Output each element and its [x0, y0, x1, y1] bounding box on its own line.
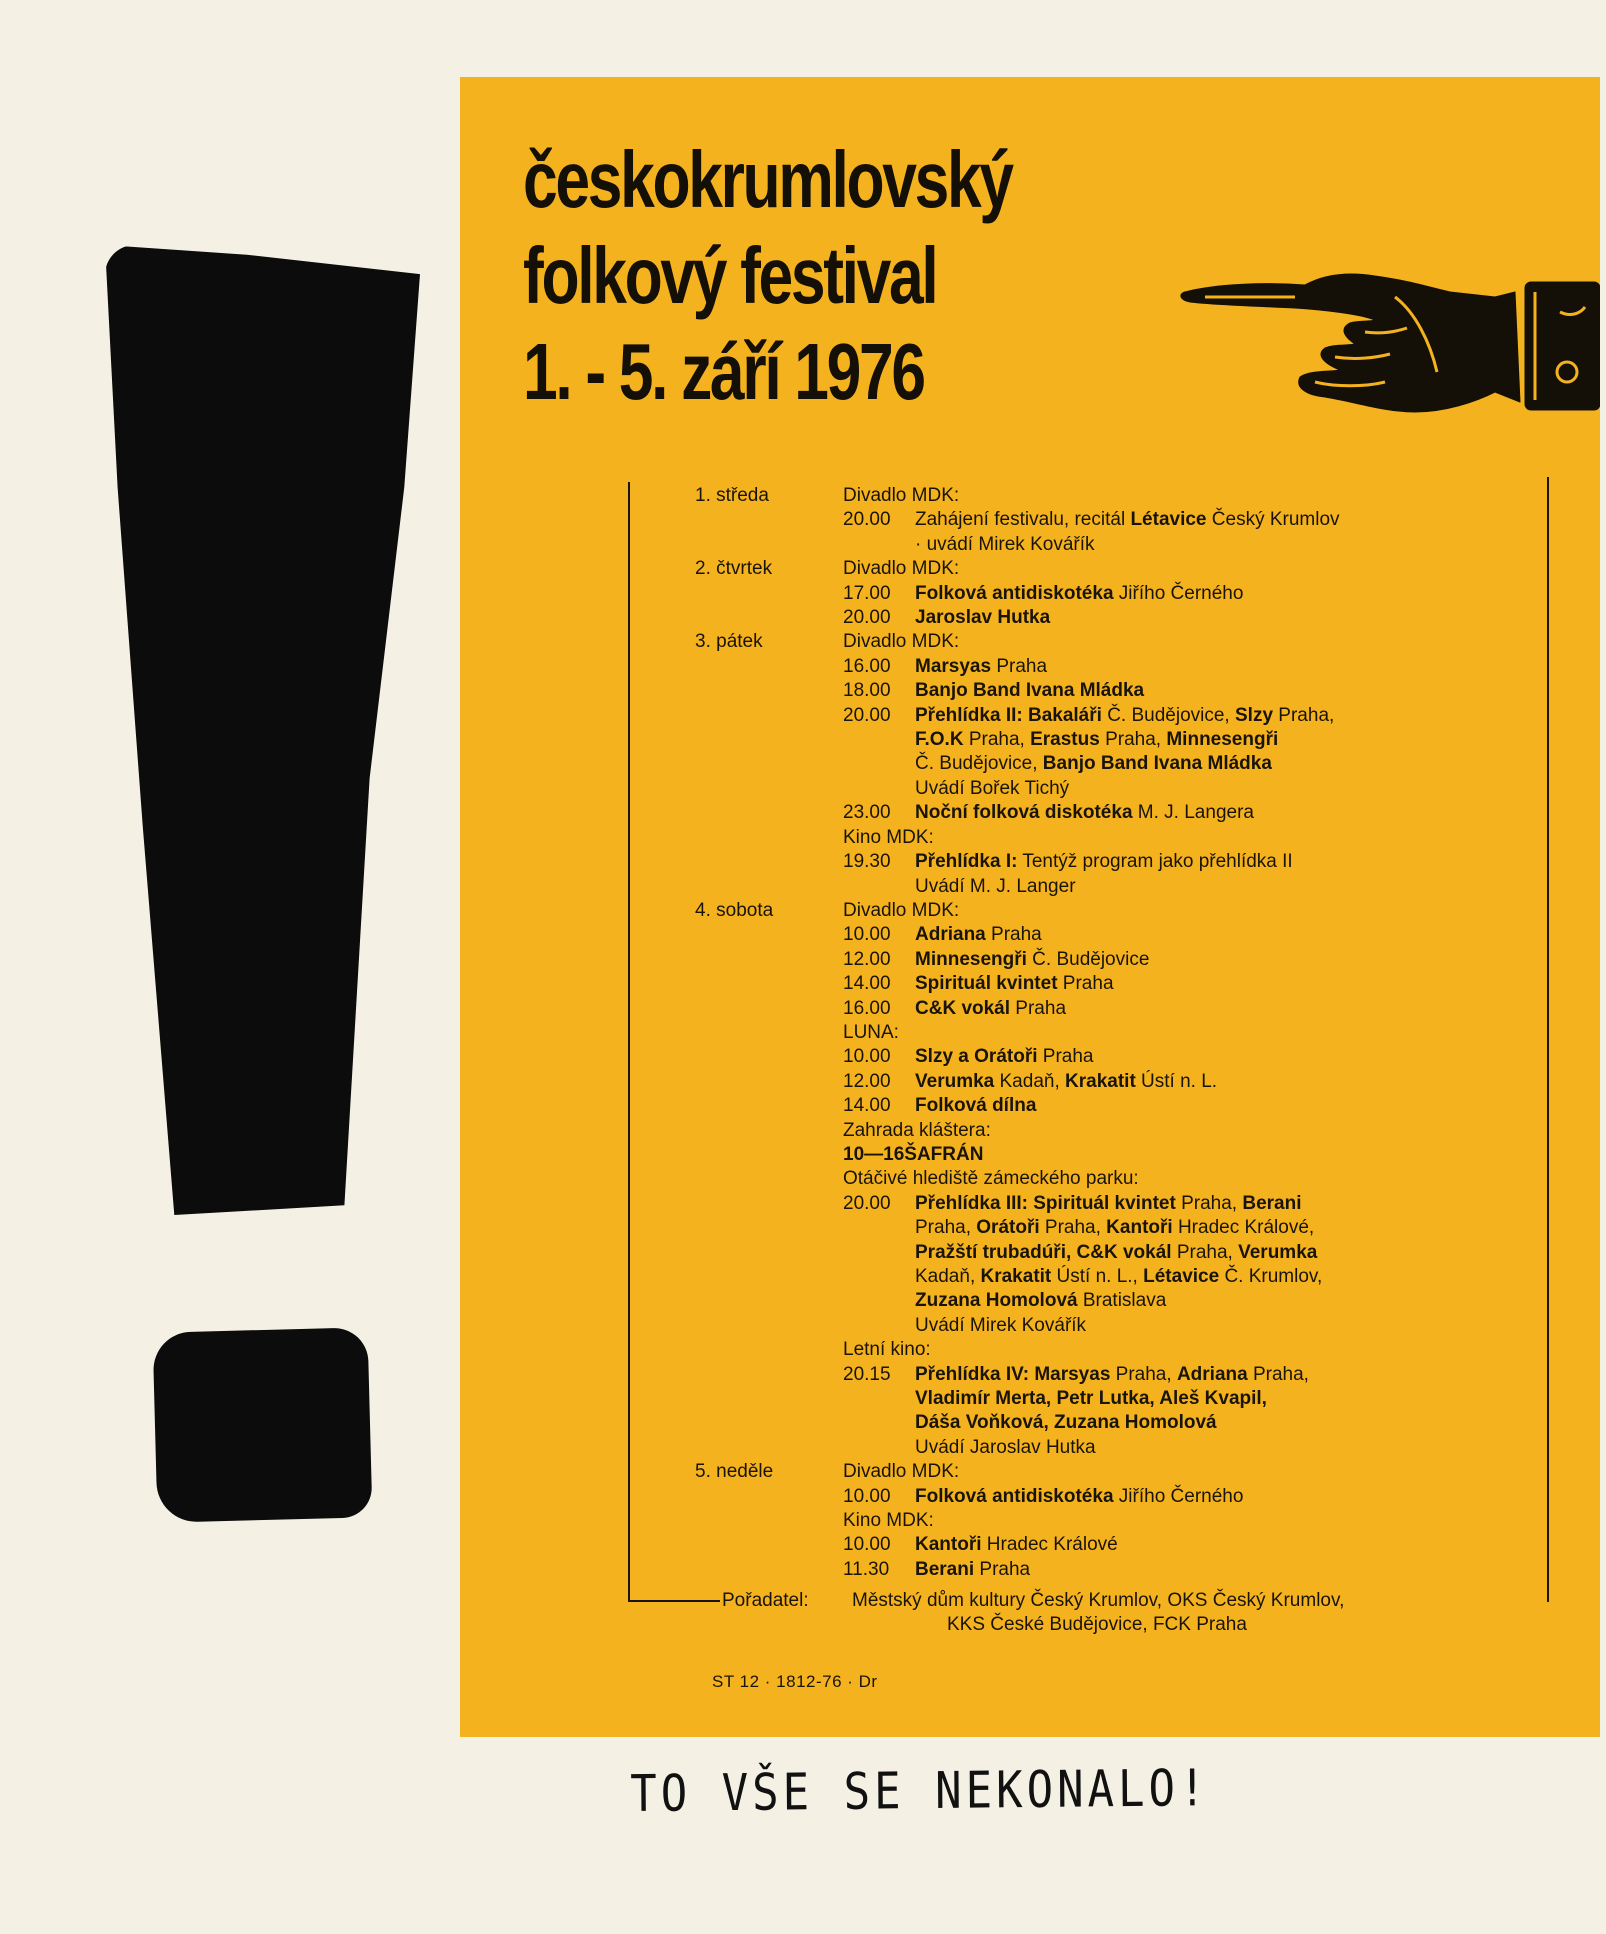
event-text: Slzy a Orátoři	[915, 1046, 1038, 1068]
event-time: 20.00	[843, 1192, 891, 1214]
schedule-event	[843, 850, 1545, 899]
event-text: Létavice	[1130, 509, 1207, 531]
event-line	[915, 1436, 1545, 1460]
venue-label: Otáčivé hlediště zámeckého parku:	[843, 1168, 1139, 1190]
event-text: Adriana	[915, 924, 986, 946]
exclamation-mark-dot	[153, 1327, 373, 1523]
event-text: Krakatit	[980, 1266, 1052, 1287]
event-line	[915, 1387, 1545, 1411]
event-text: Spirituál kvintet	[915, 973, 1058, 995]
day-label: 1. středa	[695, 485, 769, 506]
event-text: · uvádí Mirek Kovářík	[915, 533, 1095, 555]
event-text: Erastus	[1030, 729, 1100, 751]
schedule-event	[843, 606, 1545, 630]
venue-label: Divadlo MDK:	[843, 1461, 960, 1483]
event-text: Kantoři	[1106, 1217, 1173, 1239]
event-line	[915, 582, 1545, 606]
schedule-day	[695, 630, 1545, 898]
schedule-event	[843, 704, 1545, 802]
venue-label: Divadlo MDK:	[843, 485, 960, 506]
event-line	[915, 875, 1545, 899]
event-text: Slzy	[1235, 704, 1274, 726]
event-time: 14.00	[843, 973, 891, 995]
venue-label: LUNA:	[843, 1021, 899, 1043]
exclamation-mark-bar	[105, 245, 420, 1215]
event-text: Praha,	[1099, 729, 1167, 751]
event-text: Český Krumlov	[1206, 509, 1340, 531]
event-time: 11.30	[843, 1558, 890, 1580]
event-text: Praha,	[1175, 1192, 1243, 1214]
event-text: Kantoři	[915, 1534, 982, 1556]
event-text: Adriana	[1176, 1363, 1248, 1385]
event-text: Přehlídka IV: Marsyas	[915, 1363, 1111, 1385]
event-line	[915, 948, 1545, 972]
event-text: Jiřího Černého	[1113, 582, 1244, 604]
event-text: Jaroslav Hutka	[915, 607, 1051, 629]
organizer	[722, 1589, 1542, 1638]
event-line	[915, 508, 1545, 532]
schedule-frame-bottom	[628, 1600, 720, 1602]
day-label: 4. sobota	[695, 899, 774, 921]
event-time: 20.00	[843, 704, 891, 726]
event-text: Ústí n. L.	[1135, 1070, 1218, 1092]
event-line	[915, 1533, 1545, 1557]
event-line	[915, 1070, 1545, 1094]
event-text: F.O.K	[915, 729, 964, 751]
pointing-hand-icon	[1175, 252, 1600, 427]
schedule-frame-left	[628, 482, 630, 1602]
schedule-event	[843, 679, 1545, 703]
event-text: Dáša Voňková, Zuzana Homolová	[915, 1412, 1217, 1434]
event-time: 12.00	[843, 948, 891, 970]
event-text: Uvádí M. J. Langer	[915, 875, 1076, 897]
schedule-event	[843, 1363, 1545, 1461]
event-text: Praha,	[1110, 1363, 1177, 1385]
schedule-event	[843, 923, 1545, 947]
event-time: 10.00	[843, 924, 891, 946]
event-text: Č. Budějovice	[1026, 948, 1150, 970]
event-line	[915, 1314, 1545, 1338]
event-text: Banjo Band Ivana Mládka	[1042, 753, 1272, 775]
schedule-event	[843, 1533, 1545, 1557]
event-text: Noční folková diskotéka	[915, 802, 1133, 824]
event-text: Minnesengři	[1166, 729, 1279, 751]
event-text: Č. Budějovice,	[1101, 704, 1235, 726]
event-line	[915, 1411, 1545, 1435]
event-line	[915, 1192, 1545, 1216]
event-text: Praha,	[1273, 704, 1335, 726]
event-time: 18.00	[843, 680, 891, 702]
event-text: Praha,	[1247, 1363, 1309, 1385]
event-text: Č. Krumlov,	[1219, 1266, 1323, 1287]
schedule-event	[843, 948, 1545, 972]
event-line	[915, 923, 1545, 947]
event-line	[915, 533, 1545, 557]
event-line	[915, 704, 1545, 728]
event-text: Minnesengři	[915, 948, 1027, 970]
event-text: M. J. Langera	[1132, 802, 1254, 824]
venue-label: Letní kino:	[843, 1339, 931, 1361]
event-text: Přehlídka III: Spirituál kvintet	[915, 1192, 1176, 1214]
event-text: Zuzana Homolová	[915, 1290, 1078, 1312]
event-text: C&K vokál	[915, 997, 1011, 1019]
event-text: Krakatit	[1065, 1070, 1136, 1092]
event-time: 16.00	[843, 997, 891, 1019]
venue-label: Divadlo MDK:	[843, 631, 960, 653]
venue-label: Divadlo MDK:	[843, 558, 960, 580]
day-label: 2. čtvrtek	[695, 558, 773, 580]
event-line	[915, 1485, 1545, 1509]
event-text: Praha	[985, 924, 1042, 946]
event-text: Praha,	[1171, 1241, 1239, 1263]
title-line: folkový festival	[523, 231, 937, 320]
event-text: Praha,	[963, 729, 1031, 751]
event-text: Hradec Králové,	[1172, 1217, 1315, 1239]
event-line	[915, 777, 1545, 801]
event-text: Vladimír Merta, Petr Lutka, Aleš Kvapil,	[915, 1388, 1267, 1410]
event-text: Zahájení festivalu, recitál	[915, 509, 1131, 531]
event-text: Banjo Band Ivana Mládka	[915, 680, 1145, 702]
day-label: 3. pátek	[695, 631, 763, 653]
event-text: Přehlídka II: Bakaláři	[915, 704, 1102, 726]
event-time: 20.15	[843, 1363, 891, 1385]
event-text: Praha,	[915, 1217, 977, 1239]
festival-poster	[460, 77, 1600, 1737]
schedule-day	[695, 899, 1545, 1460]
schedule-event	[843, 1070, 1545, 1094]
event-line	[915, 655, 1545, 679]
event-time: 23.00	[843, 802, 891, 824]
event-line	[915, 728, 1545, 752]
event-text: Létavice	[1143, 1266, 1220, 1287]
schedule-day	[695, 484, 1545, 557]
day-label: 5. neděle	[695, 1461, 774, 1483]
organizer-line: Městský dům kultury Český Krumlov, OKS Český Krumlov,	[852, 1590, 1345, 1611]
event-text: Hradec Králové	[981, 1534, 1118, 1556]
schedule-event	[843, 1485, 1545, 1509]
schedule-event	[843, 1558, 1545, 1582]
event-text: Bratislava	[1077, 1290, 1167, 1312]
event-line	[915, 801, 1545, 825]
event-text: Pražští trubadúři, C&K vokál	[915, 1241, 1172, 1263]
schedule-event	[843, 582, 1545, 606]
handwritten-note: TO VŠE SE NEKONALO!	[630, 1759, 1210, 1824]
schedule-event	[843, 972, 1545, 996]
event-time: 19.30	[843, 851, 891, 873]
event-time: 10.00	[843, 1534, 891, 1556]
event-line	[915, 752, 1545, 776]
event-text: Uvádí Jaroslav Hutka	[915, 1436, 1096, 1458]
event-time: 20.00	[843, 509, 891, 531]
schedule-event	[843, 508, 1545, 557]
event-text: Jiřího Černého	[1113, 1485, 1244, 1507]
organizer-line: KKS České Budějovice, FCK Praha	[947, 1614, 1247, 1636]
venue-label: Kino MDK:	[843, 1510, 934, 1532]
event-text: Folková antidiskotéka	[915, 1485, 1114, 1507]
event-text: Uvádí Mirek Kovářík	[915, 1314, 1087, 1336]
schedule-frame-right	[1547, 477, 1549, 1602]
venue-label: 10—16ŠAFRÁN	[843, 1143, 984, 1165]
event-text: Berani	[1242, 1192, 1302, 1214]
event-text: Kadaň,	[915, 1266, 981, 1287]
event-line	[915, 997, 1545, 1021]
event-line	[915, 1558, 1545, 1582]
schedule-event	[843, 1192, 1545, 1338]
event-time: 10.00	[843, 1485, 891, 1507]
title-line: českokrumlovský	[523, 135, 1012, 224]
event-text: Praha	[991, 655, 1048, 677]
event-text: Ústí n. L.,	[1051, 1266, 1144, 1287]
event-text: Praha	[1057, 973, 1114, 995]
event-text: Folková dílna	[915, 1095, 1037, 1117]
organizer-label: Pořadatel:	[722, 1590, 809, 1611]
event-line	[915, 850, 1545, 874]
event-text: Praha	[974, 1558, 1031, 1580]
poster-title	[523, 132, 1012, 420]
event-text: Verumka	[915, 1070, 995, 1092]
schedule-event	[843, 1045, 1545, 1069]
event-line	[915, 1265, 1545, 1289]
event-text: Kadaň,	[994, 1070, 1066, 1092]
schedule-day	[695, 1460, 1545, 1582]
event-line	[915, 1363, 1545, 1387]
event-text: Praha,	[1039, 1217, 1107, 1239]
print-code: ST 12 · 1812-76 · Dr	[712, 1672, 878, 1691]
event-time: 17.00	[843, 582, 891, 604]
event-time: 14.00	[843, 1095, 891, 1117]
title-line: 1. - 5. září 1976	[523, 327, 924, 416]
event-time: 10.00	[843, 1046, 891, 1068]
event-line	[915, 1216, 1545, 1240]
event-text: Folková antidiskotéka	[915, 582, 1114, 604]
schedule-event	[843, 801, 1545, 825]
schedule-event	[843, 655, 1545, 679]
event-text: Praha	[1037, 1046, 1094, 1068]
venue-label: Divadlo MDK:	[843, 899, 960, 921]
event-line	[915, 1289, 1545, 1313]
event-text: Berani	[915, 1558, 975, 1580]
venue-label: Zahrada kláštera:	[843, 1119, 991, 1141]
venue-label: Kino MDK:	[843, 826, 934, 848]
event-text: Přehlídka I:	[915, 851, 1018, 873]
event-text: Č. Budějovice,	[915, 753, 1043, 775]
event-text: Praha	[1010, 997, 1067, 1019]
event-text: Uvádí Bořek Tichý	[915, 777, 1070, 799]
event-time: 12.00	[843, 1070, 891, 1092]
schedule-event	[843, 997, 1545, 1021]
event-line	[915, 679, 1545, 703]
event-text: Orátoři	[976, 1217, 1040, 1239]
event-line	[915, 1094, 1545, 1118]
festival-schedule	[695, 484, 1545, 1582]
event-line	[915, 1241, 1545, 1265]
event-text: Tentýž program jako přehlídka II	[1017, 851, 1293, 873]
schedule-day	[695, 557, 1545, 630]
event-line	[915, 606, 1545, 630]
schedule-event	[843, 1094, 1545, 1118]
event-time: 20.00	[843, 607, 891, 629]
event-line	[915, 972, 1545, 996]
event-time: 16.00	[843, 655, 891, 677]
event-text: Verumka	[1238, 1241, 1318, 1263]
event-line	[915, 1045, 1545, 1069]
event-text: Marsyas	[915, 655, 992, 677]
